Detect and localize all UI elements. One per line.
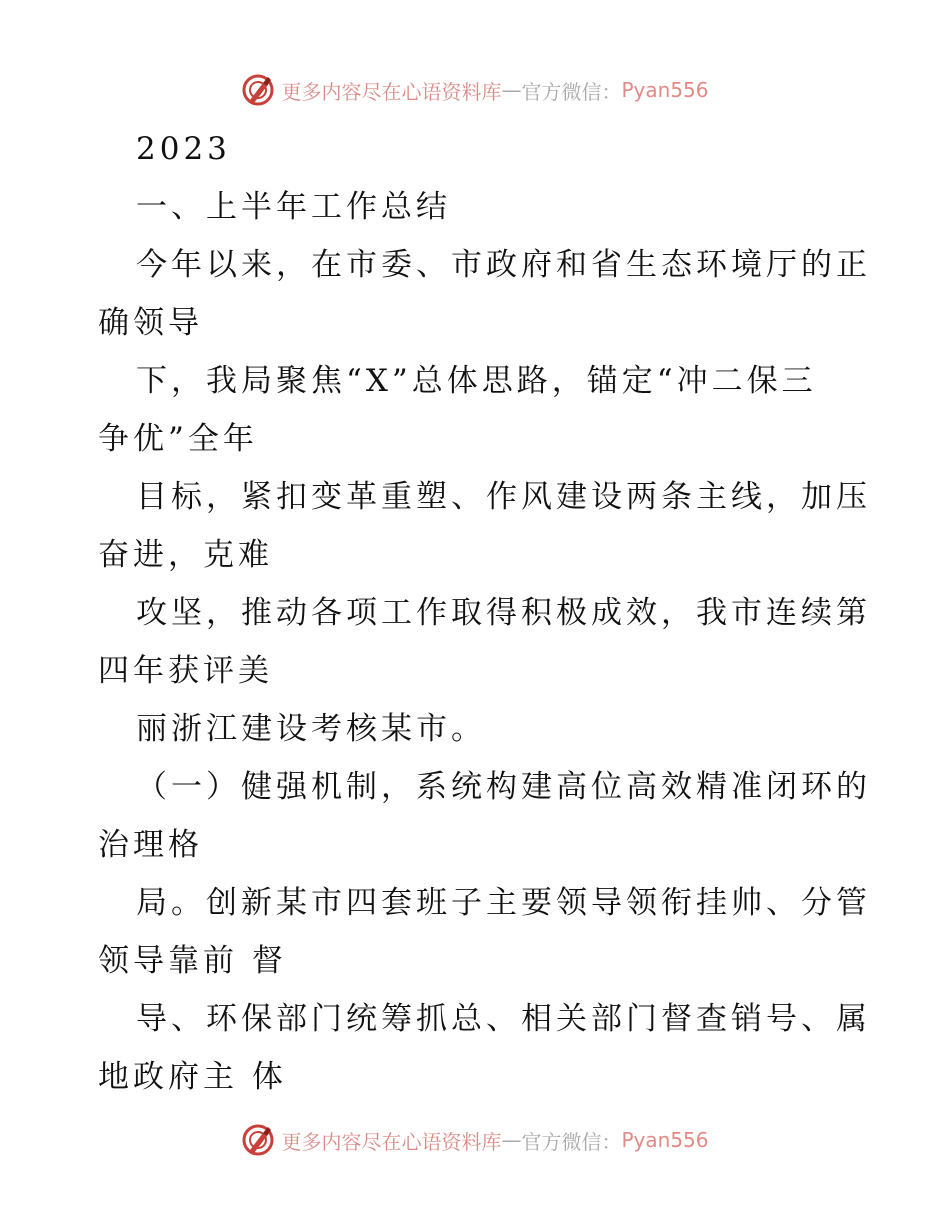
paragraph-continuation: 四年获评美 bbox=[98, 653, 273, 689]
paragraph-first-line: 目标，紧扣变革重塑、作风建设两条主线，加压 bbox=[136, 479, 871, 515]
section-heading bbox=[98, 178, 858, 236]
paragraph-first-line: 导、环保部门统筹抓总、相关部门督查销号、属 bbox=[136, 1001, 871, 1037]
watermark-handle: Pyan556 bbox=[621, 1128, 709, 1152]
paragraph-continuation: 治理格 bbox=[98, 827, 203, 863]
paragraph bbox=[98, 874, 871, 990]
watermark-separator: — bbox=[501, 78, 522, 102]
subsection-heading bbox=[98, 758, 871, 874]
paragraph-first-line: 2023 bbox=[136, 131, 231, 167]
paragraph-continuation: 领导靠前 督 bbox=[98, 943, 287, 979]
paragraph bbox=[98, 236, 871, 352]
watermark-separator: — bbox=[501, 1128, 522, 1152]
paragraph bbox=[98, 584, 871, 700]
paragraph-continuation: 确领导 bbox=[98, 305, 203, 341]
paragraph-first-line: 今年以来，在市委、市政府和省生态环境厅的正 bbox=[136, 247, 871, 283]
paragraph-continuation: 地政府主 体 bbox=[98, 1059, 287, 1095]
paragraph bbox=[98, 352, 858, 468]
pen-nib-logo-icon bbox=[241, 73, 275, 107]
watermark-site-text: 更多内容尽在心语资料库 bbox=[281, 1129, 502, 1154]
paragraph-first-line: 下，我局聚焦“X”总体思路，锚定“冲二保三 bbox=[136, 363, 817, 399]
watermark-footer bbox=[0, 1118, 950, 1162]
watermark-site-text: 更多内容尽在心语资料库 bbox=[281, 79, 502, 104]
paragraph-continuation: 争优”全年 bbox=[98, 421, 258, 457]
paragraph-first-line: （一）健强机制，系统构建高位高效精准闭环的 bbox=[136, 769, 871, 805]
paragraph bbox=[98, 990, 871, 1106]
paragraph bbox=[98, 468, 871, 584]
paragraph-continuation: 奋进，克难 bbox=[98, 537, 273, 573]
watermark-wechat-label: 官方微信： bbox=[521, 79, 622, 104]
watermark-header bbox=[0, 68, 950, 112]
paragraph-first-line: 丽浙江建设考核某市。 bbox=[136, 711, 486, 747]
paragraph-first-line: 一、上半年工作总结 bbox=[136, 189, 451, 225]
paragraph bbox=[98, 120, 858, 178]
paragraph-first-line: 局。创新某市四套班子主要领导领衔挂帅、分管 bbox=[136, 885, 871, 921]
pen-nib-logo-icon bbox=[241, 1123, 275, 1157]
watermark-wechat-label: 官方微信： bbox=[521, 1129, 622, 1154]
paragraph-first-line: 攻坚，推动各项工作取得积极成效，我市连续第 bbox=[136, 595, 871, 631]
watermark-handle: Pyan556 bbox=[621, 78, 709, 102]
paragraph bbox=[98, 700, 858, 758]
document-body bbox=[98, 120, 871, 1106]
